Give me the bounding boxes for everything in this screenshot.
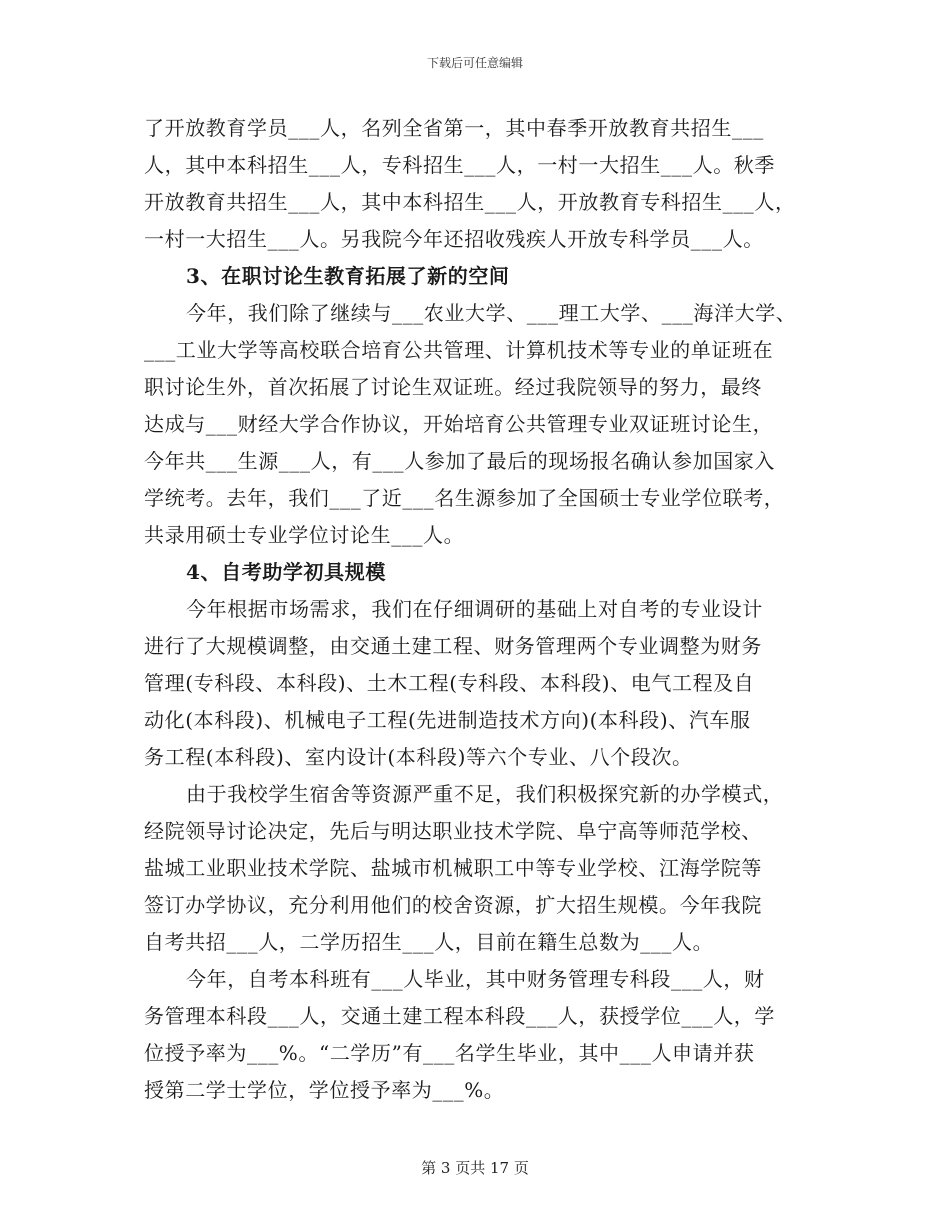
body-line: 人，其中本科招生___人，专科招生___人，一村一大招生___人。秋季 [144,153,775,177]
body-line: 自考共招___人，二学历招生___人，目前在籍生总数为___人。 [144,930,714,954]
body-line: 签订办学协议，充分利用他们的校舍资源，扩大招生规模。今年我院 [144,893,762,917]
body-line: 进行了大规模调整，由交通土建工程、财务管理两个专业调整为财务 [144,634,762,658]
body-line: 了开放教育学员___人，名列全省第一，其中春季开放教育共招生___ [144,116,764,140]
body-line: ___工业大学等高校联合培育公共管理、计算机技术等专业的单证班在 [144,338,774,362]
paragraph-first-line: 今年，自考本科班有___人毕业，其中财务管理专科段___人，财 [186,967,765,991]
body-line: 今年共___生源___人，有___人参加了最后的现场报名确认参加国家入 [144,449,775,473]
body-line: 务工程(本科段)、室内设计(本科段)等六个专业、八个段次。 [144,745,693,769]
body-line: 达成与___财经大学合作协议，开始培育公共管理专业双证班讨论生， [144,412,774,436]
section-heading-4: 4、自考助学初具规模 [186,560,386,584]
document-body [144,110,809,1109]
body-line: 动化(本科段)、机械电子工程(先进制造技术方向)(本科段)、汽车服 [144,708,751,732]
body-line: 经院领导讨论决定，先后与明达职业技术学院、阜宁高等师范学校、 [144,819,762,843]
body-line: 开放教育共招生___人，其中本科招生___人，开放教育专科招生___人， [144,190,796,214]
body-line: 职讨论生外，首次拓展了讨论生双证班。经过我院领导的努力，最终 [144,375,762,399]
paragraph-first-line: 由于我校学生宿舍等资源严重不足，我们积极探究新的办学模式， [186,782,784,806]
body-line: 学统考。去年，我们___了近___名生源参加了全国硕士专业学位联考， [144,486,785,510]
section-heading-3: 3、在职讨论生教育拓展了新的空间 [186,264,510,288]
body-line: 位授予率为___%。“二学历”有___名学生毕业，其中___人申请并获 [144,1041,755,1065]
paragraph-first-line: 今年，我们除了继续与___农业大学、___理工大学、___海洋大学、 [186,301,797,325]
page-number: 第 3 页共 17 页 [421,1159,529,1177]
body-line: 管理(专科段、本科段)、土木工程(专科段、本科段)、电气工程及自 [144,671,755,695]
body-line: 一村一大招生___人。另我院今年还招收残疾人开放专科学员___人。 [144,227,764,251]
paragraph-first-line: 今年根据市场需求，我们在仔细调研的基础上对自考的专业设计 [186,597,763,621]
page-header-note: 下载后可任意编辑 [426,56,523,70]
body-line: 务管理本科段___人，交通土建工程本科段___人，获授学位___人，学 [144,1004,775,1028]
body-line: 盐城工业职业技术学院、盐城市机械职工中等专业学校、江海学院等 [144,856,762,880]
body-line: 授第二学士学位，学位授予率为___%。 [144,1078,505,1102]
body-line: 共录用硕士专业学位讨论生___人。 [144,523,465,547]
